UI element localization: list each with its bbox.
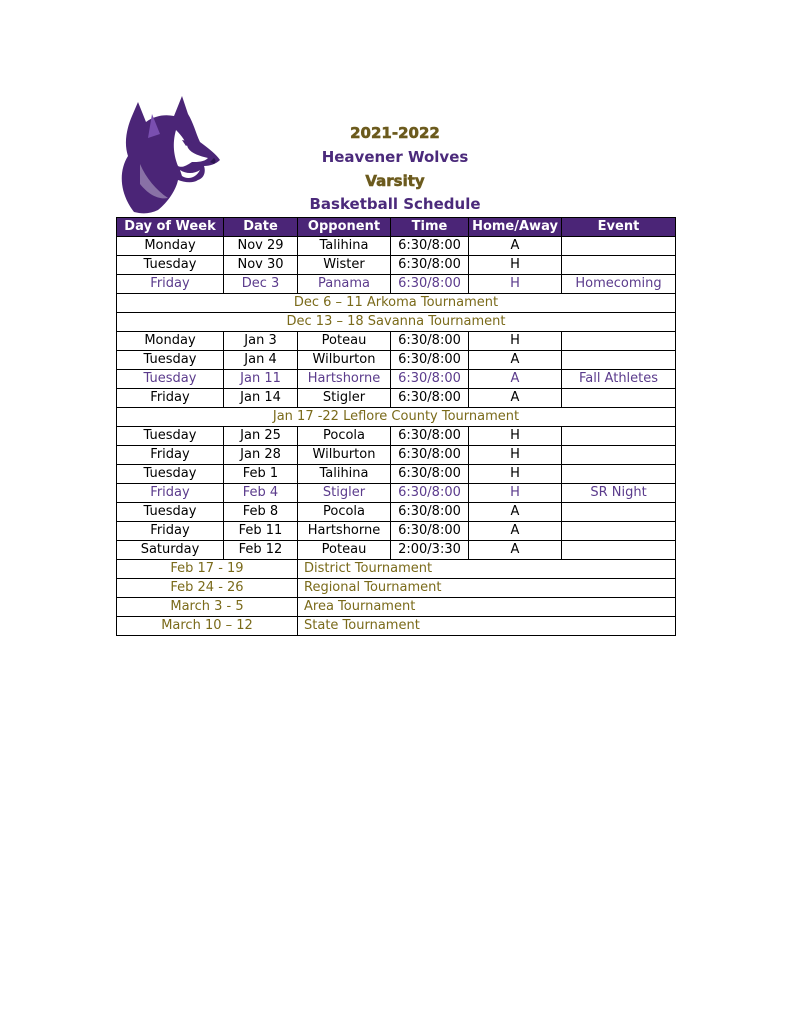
column-header: Time bbox=[391, 218, 469, 237]
date-cell: Jan 11 bbox=[224, 370, 298, 389]
table-row bbox=[117, 427, 676, 446]
postseason-row bbox=[117, 579, 676, 598]
tournament-cell: Dec 13 – 18 Savanna Tournament bbox=[117, 313, 676, 332]
event-cell bbox=[562, 332, 676, 351]
home-away-cell: H bbox=[469, 275, 562, 294]
table-row bbox=[117, 351, 676, 370]
table-row bbox=[117, 275, 676, 294]
table-row bbox=[117, 446, 676, 465]
postseason-row bbox=[117, 617, 676, 636]
opponent-cell: Talihina bbox=[298, 465, 391, 484]
home-away-cell: H bbox=[469, 446, 562, 465]
time-cell: 6:30/8:00 bbox=[391, 332, 469, 351]
day-cell: Friday bbox=[117, 275, 224, 294]
table-row bbox=[117, 237, 676, 256]
time-cell: 6:30/8:00 bbox=[391, 522, 469, 541]
home-away-cell: H bbox=[469, 484, 562, 503]
opponent-cell: Wister bbox=[298, 256, 391, 275]
date-cell: Jan 3 bbox=[224, 332, 298, 351]
postseason-row bbox=[117, 598, 676, 617]
day-cell: Tuesday bbox=[117, 503, 224, 522]
day-cell: Tuesday bbox=[117, 351, 224, 370]
event-cell bbox=[562, 427, 676, 446]
opponent-cell: Talihina bbox=[298, 237, 391, 256]
event-cell bbox=[562, 389, 676, 408]
table-row bbox=[117, 522, 676, 541]
postseason-name: District Tournament bbox=[298, 560, 676, 579]
tournament-cell: Jan 17 -22 Leflore County Tournament bbox=[117, 408, 676, 427]
date-cell: Jan 25 bbox=[224, 427, 298, 446]
event-cell bbox=[562, 522, 676, 541]
event-cell: Homecoming bbox=[562, 275, 676, 294]
opponent-cell: Hartshorne bbox=[298, 522, 391, 541]
event-cell: Fall Athletes bbox=[562, 370, 676, 389]
event-cell bbox=[562, 256, 676, 275]
date-cell: Jan 4 bbox=[224, 351, 298, 370]
postseason-name: Regional Tournament bbox=[298, 579, 676, 598]
table-row bbox=[117, 256, 676, 275]
table-row bbox=[117, 484, 676, 503]
opponent-cell: Wilburton bbox=[298, 446, 391, 465]
postseason-dates: Feb 24 - 26 bbox=[117, 579, 298, 598]
home-away-cell: A bbox=[469, 389, 562, 408]
table-row bbox=[117, 332, 676, 351]
day-cell: Saturday bbox=[117, 541, 224, 560]
event-cell bbox=[562, 541, 676, 560]
home-away-cell: H bbox=[469, 256, 562, 275]
date-cell: Feb 11 bbox=[224, 522, 298, 541]
date-cell: Jan 14 bbox=[224, 389, 298, 408]
schedule-table bbox=[116, 217, 676, 636]
postseason-dates: March 3 - 5 bbox=[117, 598, 298, 617]
day-cell: Tuesday bbox=[117, 256, 224, 275]
day-cell: Friday bbox=[117, 446, 224, 465]
postseason-row bbox=[117, 560, 676, 579]
postseason-name: State Tournament bbox=[298, 617, 676, 636]
date-cell: Feb 8 bbox=[224, 503, 298, 522]
tournament-row bbox=[117, 313, 676, 332]
postseason-dates: Feb 17 - 19 bbox=[117, 560, 298, 579]
time-cell: 6:30/8:00 bbox=[391, 389, 469, 408]
column-header: Day of Week bbox=[117, 218, 224, 237]
day-cell: Tuesday bbox=[117, 465, 224, 484]
opponent-cell: Stigler bbox=[298, 389, 391, 408]
opponent-cell: Poteau bbox=[298, 332, 391, 351]
column-header: Date bbox=[224, 218, 298, 237]
time-cell: 6:30/8:00 bbox=[391, 256, 469, 275]
column-header: Opponent bbox=[298, 218, 391, 237]
home-away-cell: H bbox=[469, 427, 562, 446]
team-name: Heavener Wolves bbox=[321, 148, 469, 166]
opponent-cell: Wilburton bbox=[298, 351, 391, 370]
home-away-cell: H bbox=[469, 332, 562, 351]
table-row bbox=[117, 541, 676, 560]
event-cell bbox=[562, 503, 676, 522]
postseason-name: Area Tournament bbox=[298, 598, 676, 617]
event-cell bbox=[562, 351, 676, 370]
day-cell: Monday bbox=[117, 332, 224, 351]
date-cell: Jan 28 bbox=[224, 446, 298, 465]
home-away-cell: A bbox=[469, 237, 562, 256]
time-cell: 6:30/8:00 bbox=[391, 427, 469, 446]
time-cell: 2:00/3:30 bbox=[391, 541, 469, 560]
time-cell: 6:30/8:00 bbox=[391, 351, 469, 370]
table-row bbox=[117, 370, 676, 389]
opponent-cell: Hartshorne bbox=[298, 370, 391, 389]
date-cell: Nov 29 bbox=[224, 237, 298, 256]
home-away-cell: H bbox=[469, 465, 562, 484]
time-cell: 6:30/8:00 bbox=[391, 484, 469, 503]
day-cell: Monday bbox=[117, 237, 224, 256]
column-header: Event bbox=[562, 218, 676, 237]
table-row bbox=[117, 389, 676, 408]
time-cell: 6:30/8:00 bbox=[391, 503, 469, 522]
header-row bbox=[117, 218, 676, 237]
time-cell: 6:30/8:00 bbox=[391, 237, 469, 256]
home-away-cell: A bbox=[469, 351, 562, 370]
day-cell: Friday bbox=[117, 522, 224, 541]
tournament-cell: Dec 6 – 11 Arkoma Tournament bbox=[117, 294, 676, 313]
opponent-cell: Stigler bbox=[298, 484, 391, 503]
date-cell: Nov 30 bbox=[224, 256, 298, 275]
event-cell bbox=[562, 237, 676, 256]
day-cell: Tuesday bbox=[117, 427, 224, 446]
day-cell: Tuesday bbox=[117, 370, 224, 389]
season-title: 2021-2022 bbox=[350, 124, 440, 142]
table-row bbox=[117, 503, 676, 522]
time-cell: 6:30/8:00 bbox=[391, 370, 469, 389]
tournament-row bbox=[117, 294, 676, 313]
home-away-cell: A bbox=[469, 541, 562, 560]
event-cell bbox=[562, 465, 676, 484]
event-cell: SR Night bbox=[562, 484, 676, 503]
home-away-cell: A bbox=[469, 522, 562, 541]
tournament-row bbox=[117, 408, 676, 427]
opponent-cell: Panama bbox=[298, 275, 391, 294]
opponent-cell: Pocola bbox=[298, 427, 391, 446]
date-cell: Feb 1 bbox=[224, 465, 298, 484]
opponent-cell: Pocola bbox=[298, 503, 391, 522]
time-cell: 6:30/8:00 bbox=[391, 275, 469, 294]
date-cell: Feb 4 bbox=[224, 484, 298, 503]
table-row bbox=[117, 465, 676, 484]
day-cell: Friday bbox=[117, 389, 224, 408]
event-cell bbox=[562, 446, 676, 465]
level-title: Varsity bbox=[365, 172, 425, 190]
date-cell: Dec 3 bbox=[224, 275, 298, 294]
opponent-cell: Poteau bbox=[298, 541, 391, 560]
wolf-head-icon bbox=[116, 94, 224, 216]
time-cell: 6:30/8:00 bbox=[391, 465, 469, 484]
postseason-dates: March 10 – 12 bbox=[117, 617, 298, 636]
time-cell: 6:30/8:00 bbox=[391, 446, 469, 465]
home-away-cell: A bbox=[469, 370, 562, 389]
date-cell: Feb 12 bbox=[224, 541, 298, 560]
schedule-title: Basketball Schedule bbox=[309, 195, 481, 213]
column-header: Home/Away bbox=[469, 218, 562, 237]
home-away-cell: A bbox=[469, 503, 562, 522]
day-cell: Friday bbox=[117, 484, 224, 503]
